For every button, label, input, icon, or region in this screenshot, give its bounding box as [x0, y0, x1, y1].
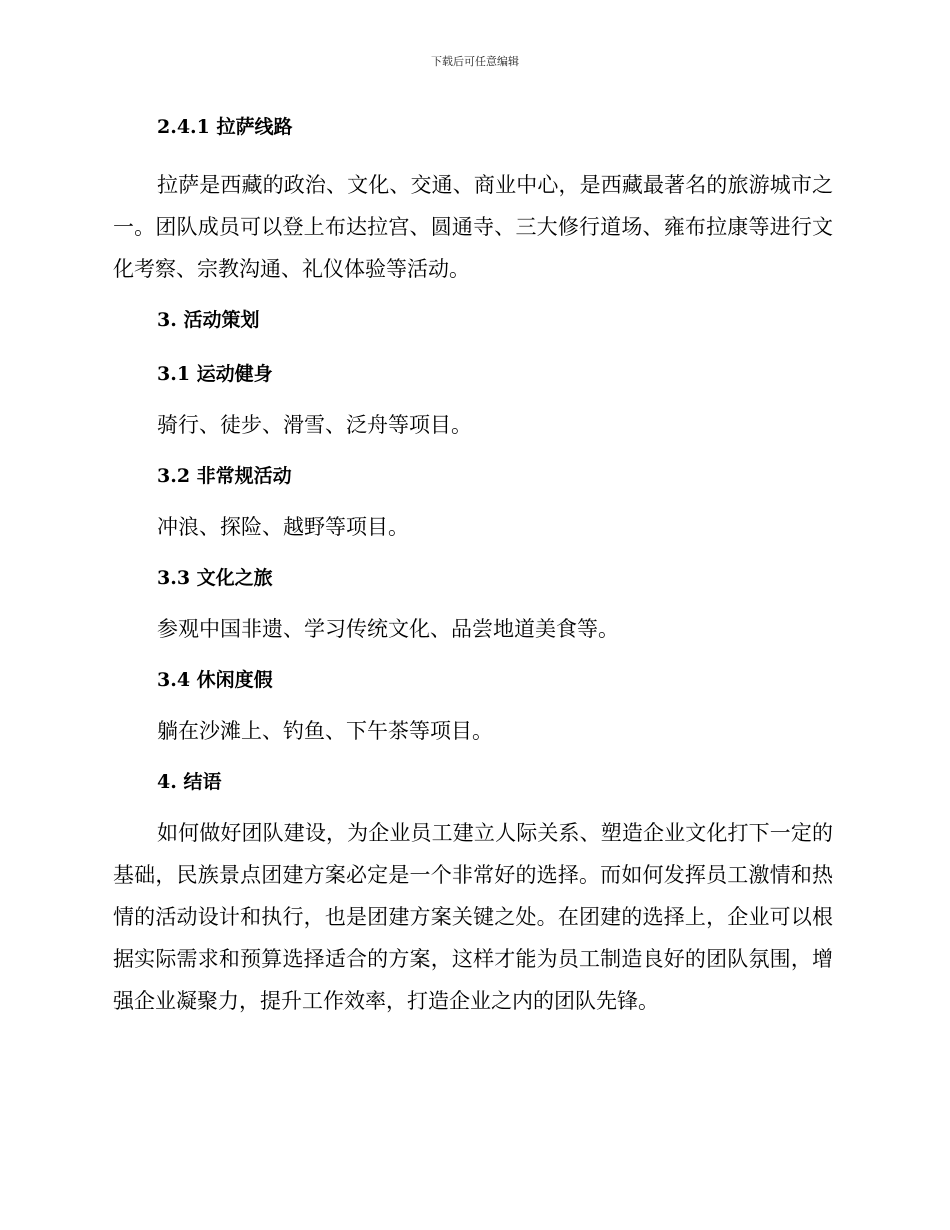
heading-3-2: 3.2 非常规活动: [157, 465, 292, 487]
paragraph-conclusion: 如何做好团队建设，为企业员工建立人际关系、塑造企业文化打下一定的基础，民族景点团建方案必定是一个非常好的选择。而如何发挥员工激情和热情的活动设计和执行，也是团建方案关键之处。在团建的选择上，企业可以根据实际需求和预算选择适合的方案，这样才能为员工制造良好的团队氛围，增强企业凝聚力，提升工作效率，打造企业之内的团队先锋。: [113, 821, 833, 1013]
paragraph-sports: 骑行、徒步、滑雪、泛舟等项目。: [157, 413, 472, 437]
heading-3-3: 3.3 文化之旅: [157, 567, 273, 589]
heading-3: 3. 活动策划: [157, 309, 260, 331]
heading-3-4: 3.4 休闲度假: [157, 669, 273, 691]
paragraph-culture-tour: 参观中国非遗、学习传统文化、品尝地道美食等。: [157, 617, 619, 641]
paragraph-lhasa-route: 拉萨是西藏的政治、文化、交通、商业中心，是西藏最著名的旅游城市之一。团队成员可以登上布达拉宫、圆通寺、三大修行道场、雍布拉康等进行文化考察、宗教沟通、礼仪体验等活动。: [113, 173, 833, 281]
page-header: 下载后可任意编辑: [431, 55, 519, 68]
paragraph-unconventional: 冲浪、探险、越野等项目。: [157, 515, 409, 539]
heading-4: 4. 结语: [157, 771, 222, 793]
heading-2-4-1: 2.4.1 拉萨线路: [157, 116, 293, 138]
document-body: [113, 110, 833, 1022]
paragraph-leisure: 躺在沙滩上、钓鱼、下午茶等项目。: [157, 719, 493, 743]
heading-3-1: 3.1 运动健身: [157, 363, 273, 385]
